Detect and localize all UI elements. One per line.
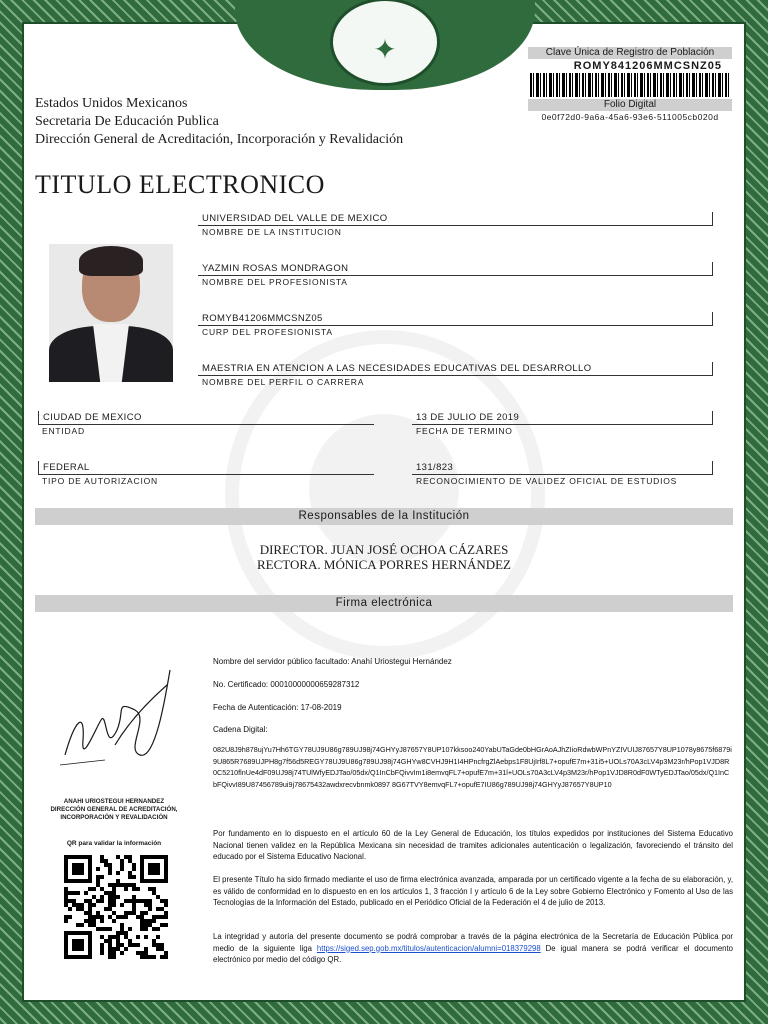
header-block: [35, 95, 403, 149]
field-label: TIPO DE AUTORIZACION: [42, 476, 158, 486]
signer-block: [35, 798, 193, 822]
legal-paragraph-2: El presente Título ha sido firmado mediante el uso de firma electrónica avanzada, amparada por un certificado vigente a la fecha de su elaboración, y, es válido de conformidad en lo dispuesto en en los artículos 1, 3 fracción I y artículo 6 de la Ley sobre Gobierno Electrónico y Fomento al Uso de las Tecnologías de la Información del Estado, publicado en el Periódico Oficial de la Federación el 4 de julio de 2013.: [213, 875, 733, 908]
handwritten-signature-icon: [55, 660, 180, 780]
cadena-digital: 082U8J9h878ujYu7Hh6TGY78UJ9U86g789UJ98j74GHYyJ87657Y8UP107kksoo240YabUTaGde0bHGrAoAJhZIioRdwbWPnYZIVUIJ87657Y8UP1078y8675f6879i9U865R7689UJPH8g7f56d5REGY78UJ9U86g789UJ98j74GHYw8CVHJ9H1I4HPncfrgZlAebps1F8UjIrf8L7+opufE7m+31i5+UOLs70A3cLV4p3M23r/hPop1VJD8R0C5210flnUe4dF09UJ98j74TUlWfyEDJTao/05dx/Q1InCbFQivvIm1i8emvqFL7+opufE7m+31l+UOLs70A3cLV4p3M23r/hPop1VJD8R0dF0WTyEDJTao/05dx/Q1InCbFQivvI89U87456789ui9j78675432awdxrecvbnmk0897 8G67TVY8emvqFL7+opufE7IU86g789UJ98j74GHYyJ87657Y8UP10: [213, 745, 732, 789]
field-value: UNIVERSIDAD DEL VALLE DE MEXICO: [198, 212, 713, 226]
field-profesionista: [198, 262, 713, 288]
legal-text: La integridad y autoría del presente documento se podrá comprobar a través de la página electrónica de la Secretaría de Educación Pública por medio de la siguiente liga: [213, 932, 733, 953]
qr-label: QR para validar la información: [66, 840, 162, 847]
legal-text: De igual manera se podrá verificar el documento electrónico por medio del código QR.: [213, 943, 733, 965]
signer-name: ANAHI URIOSTEGUI HERNANDEZ: [63, 798, 165, 805]
field-label: FECHA DE TERMINO: [416, 426, 513, 436]
curp-label: Clave Única de Registro de Población: [528, 47, 732, 59]
field-tipo-autorizacion: [38, 461, 374, 487]
header-country: Estados Unidos Mexicanos: [35, 96, 188, 111]
field-value: 13 DE JULIO DE 2019: [412, 411, 713, 425]
field-value: 131/823: [412, 461, 713, 475]
folio-value: 0e0f72d0-9a6a-45a6-93e6-511005cb020d: [541, 112, 719, 122]
national-seal-icon: ✦: [330, 0, 440, 86]
field-value: MAESTRIA EN ATENCION A LAS NECESIDADES EDUCATIVAS DEL DESARROLLO: [198, 362, 713, 376]
fecha-autenticacion: Fecha de Autenticación: 17-08-2019: [213, 703, 342, 712]
responsables-heading: Responsables de la Institución: [35, 508, 733, 525]
folio-label: Folio Digital: [528, 99, 732, 111]
page-title: TITULO ELECTRONICO: [35, 170, 325, 199]
verification-link[interactable]: https://siged.sep.gob.mx/titulos/autenticacion/alumni=018379298: [316, 943, 541, 953]
field-label: ENTIDAD: [42, 426, 85, 436]
curp-value: ROMY841206MMCSNZ05: [573, 60, 722, 72]
certificado-number: No. Certificado: 00010000000659287312: [213, 680, 360, 689]
field-label: NOMBRE DE LA INSTITUCION: [202, 227, 342, 237]
signer-dept-line2: INCORPORACIÓN Y REVALIDACIÓN: [60, 814, 168, 821]
field-entidad: [38, 411, 374, 437]
responsables-list: [35, 542, 733, 572]
field-fecha-termino: [412, 411, 713, 437]
cadena-label: Cadena Digital:: [213, 725, 268, 734]
field-institucion: [198, 212, 713, 238]
director-name: DIRECTOR. JUAN JOSÉ OCHOA CÁZARES: [259, 542, 509, 557]
field-label: RECONOCIMIENTO DE VALIDEZ OFICIAL DE ESTUDIOS: [416, 476, 678, 486]
field-value: YAZMIN ROSAS MONDRAGON: [198, 262, 713, 276]
field-label: CURP DEL PROFESIONISTA: [202, 327, 333, 337]
firma-heading: Firma electrónica: [35, 595, 733, 612]
legal-paragraph-3: [213, 931, 733, 966]
field-value: ROMYB41206MMCSNZ05: [198, 312, 713, 326]
field-rvoe: [412, 461, 713, 487]
profile-photo: [49, 244, 173, 382]
curp-box: [528, 47, 732, 123]
field-value: CIUDAD DE MEXICO: [38, 411, 374, 425]
barcode-icon: [530, 73, 730, 97]
rectora-name: RECTORA. MÓNICA PORRES HERNÁNDEZ: [256, 557, 511, 572]
legal-paragraph-1: Por fundamento en lo dispuesto en el artículo 60 de la Ley General de Educación, los títulos expedidos por instituciones del Sistema Educativo Nacional tienen validez en la República Mexicana sin necesidad de tramites adicionales autenticación o legalización, favoreciendo el tránsito del educado por el Sistema Educativo Nacional.: [213, 829, 733, 862]
signer-dept-line1: DIRECCIÓN GENERAL DE ACREDITACIÓN,: [50, 806, 178, 813]
qr-code-icon[interactable]: [64, 855, 168, 963]
servidor-publico: Nombre del servidor público facultado: Anahí Uriostegui Hernández: [213, 657, 452, 666]
header-secretariat: Secretaria De Educación Publica: [35, 114, 219, 129]
field-value: FEDERAL: [38, 461, 374, 475]
header-directorate: Dirección General de Acreditación, Incorporación y Revalidación: [35, 132, 404, 147]
field-label: NOMBRE DEL PERFIL O CARRERA: [202, 377, 365, 387]
field-label: NOMBRE DEL PROFESIONISTA: [202, 277, 348, 287]
field-curp: [198, 312, 713, 338]
field-carrera: [198, 362, 713, 388]
